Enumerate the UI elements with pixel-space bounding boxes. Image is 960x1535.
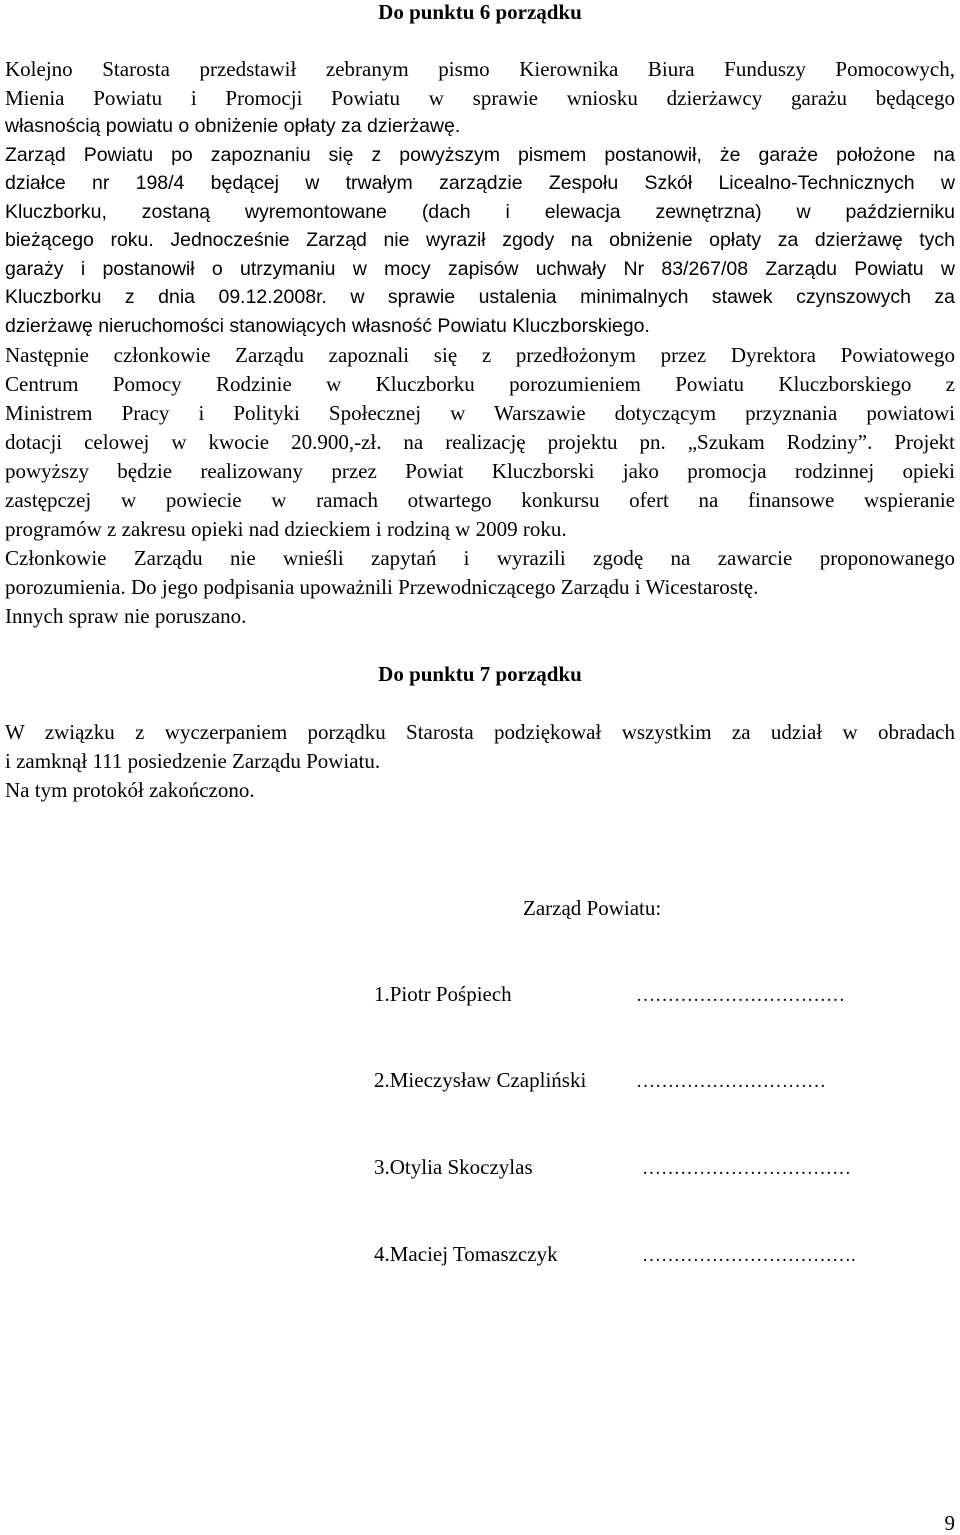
signature-line: …………………………… bbox=[636, 985, 845, 1006]
signature-line: …………………………… bbox=[642, 1158, 851, 1179]
section6-line: Mienia Powiatu i Promocji Powiatu w sprawie wniosku dzierżawcy garażu będącego bbox=[5, 86, 955, 110]
section6-line: porozumienia. Do jego podpisania upoważnili Przewodniczącego Zarządu i Wicestarostę. bbox=[5, 575, 759, 599]
page-number: 9 bbox=[944, 1511, 955, 1535]
section6-line: zastępczej w powiecie w ramach otwartego konkursu ofert na finansowe wspieranie bbox=[5, 488, 955, 512]
section6-line: działce nr 198/4 będącej w trwałym zarządzie Zespołu Szkół Licealno-Technicznych w bbox=[5, 172, 955, 194]
section6-line: programów z zakresu opieki nad dzieckiem i rodziną w 2009 roku. bbox=[5, 517, 567, 541]
section6-line: Członkowie Zarządu nie wnieśli zapytań i wyrazili zgodę na zawarcie proponowanego bbox=[5, 546, 955, 570]
section6-line: powyższy będzie realizowany przez Powiat Kluczborski jako promocja rodzinnej opieki bbox=[5, 459, 955, 483]
signature-line: ……………………………. bbox=[642, 1245, 856, 1266]
signatory-name: 4.Maciej Tomaszczyk bbox=[374, 1242, 558, 1266]
section7-heading: Do punktu 7 porządku bbox=[378, 662, 582, 686]
section6-line: garaży i postanowił o utrzymaniu w mocy zapisów uchwały Nr 83/267/08 Zarządu Powiatu w bbox=[5, 258, 955, 280]
signatory-name: 1.Piotr Pośpiech bbox=[374, 982, 512, 1006]
section6-line: własnością powiatu o obniżenie opłaty za dzierżawę. bbox=[5, 115, 461, 137]
section6-heading: Do punktu 6 porządku bbox=[378, 0, 582, 24]
section6-line: Kluczborku z dnia 09.12.2008r. w sprawie ustalenia minimalnych stawek czynszowych za bbox=[5, 286, 955, 308]
section6-line: Kluczborku, zostaną wyremontowane (dach i elewacja zewnętrzna) w październiku bbox=[5, 201, 955, 223]
section7-line: W związku z wyczerpaniem porządku Starosta podziękował wszystkim za udział w obradach bbox=[5, 720, 955, 744]
section6-line: Zarząd Powiatu po zapoznaniu się z powyższym pismem postanowił, że garaże położone na bbox=[5, 144, 955, 166]
section7-line: Na tym protokół zakończono. bbox=[5, 778, 255, 802]
section6-line: Następnie członkowie Zarządu zapoznali się z przedłożonym przez Dyrektora Powiatowego bbox=[5, 343, 955, 367]
section6-line: bieżącego roku. Jednocześnie Zarząd nie wyraził zgody na obniżenie opłaty za dzierżawę tych bbox=[5, 229, 955, 251]
signatory-name: 2.Mieczysław Czapliński bbox=[374, 1068, 587, 1092]
section6-line: Ministrem Pracy i Polityki Społecznej w Warszawie dotyczącym przyznania powiatowi bbox=[5, 401, 955, 425]
section6-line: dzierżawę nieruchomości stanowiących własność Powiatu Kluczborskiego. bbox=[5, 315, 650, 337]
section6-line: Centrum Pomocy Rodzinie w Kluczborku porozumieniem Powiatu Kluczborskiego z bbox=[5, 372, 955, 396]
signatures-title: Zarząd Powiatu: bbox=[523, 896, 662, 920]
section6-line: Innych spraw nie poruszano. bbox=[5, 604, 247, 628]
signatory-name: 3.Otylia Skoczylas bbox=[374, 1155, 533, 1179]
signature-line: ………………………… bbox=[636, 1071, 826, 1092]
section7-line: i zamknął 111 posiedzenie Zarządu Powiatu. bbox=[5, 749, 381, 773]
section6-line: dotacji celowej w kwocie 20.900,-zł. na realizację projektu pn. „Szukam Rodziny”. Projekt bbox=[5, 430, 955, 454]
section6-line: Kolejno Starosta przedstawił zebranym pismo Kierownika Biura Funduszy Pomocowych, bbox=[5, 57, 955, 81]
